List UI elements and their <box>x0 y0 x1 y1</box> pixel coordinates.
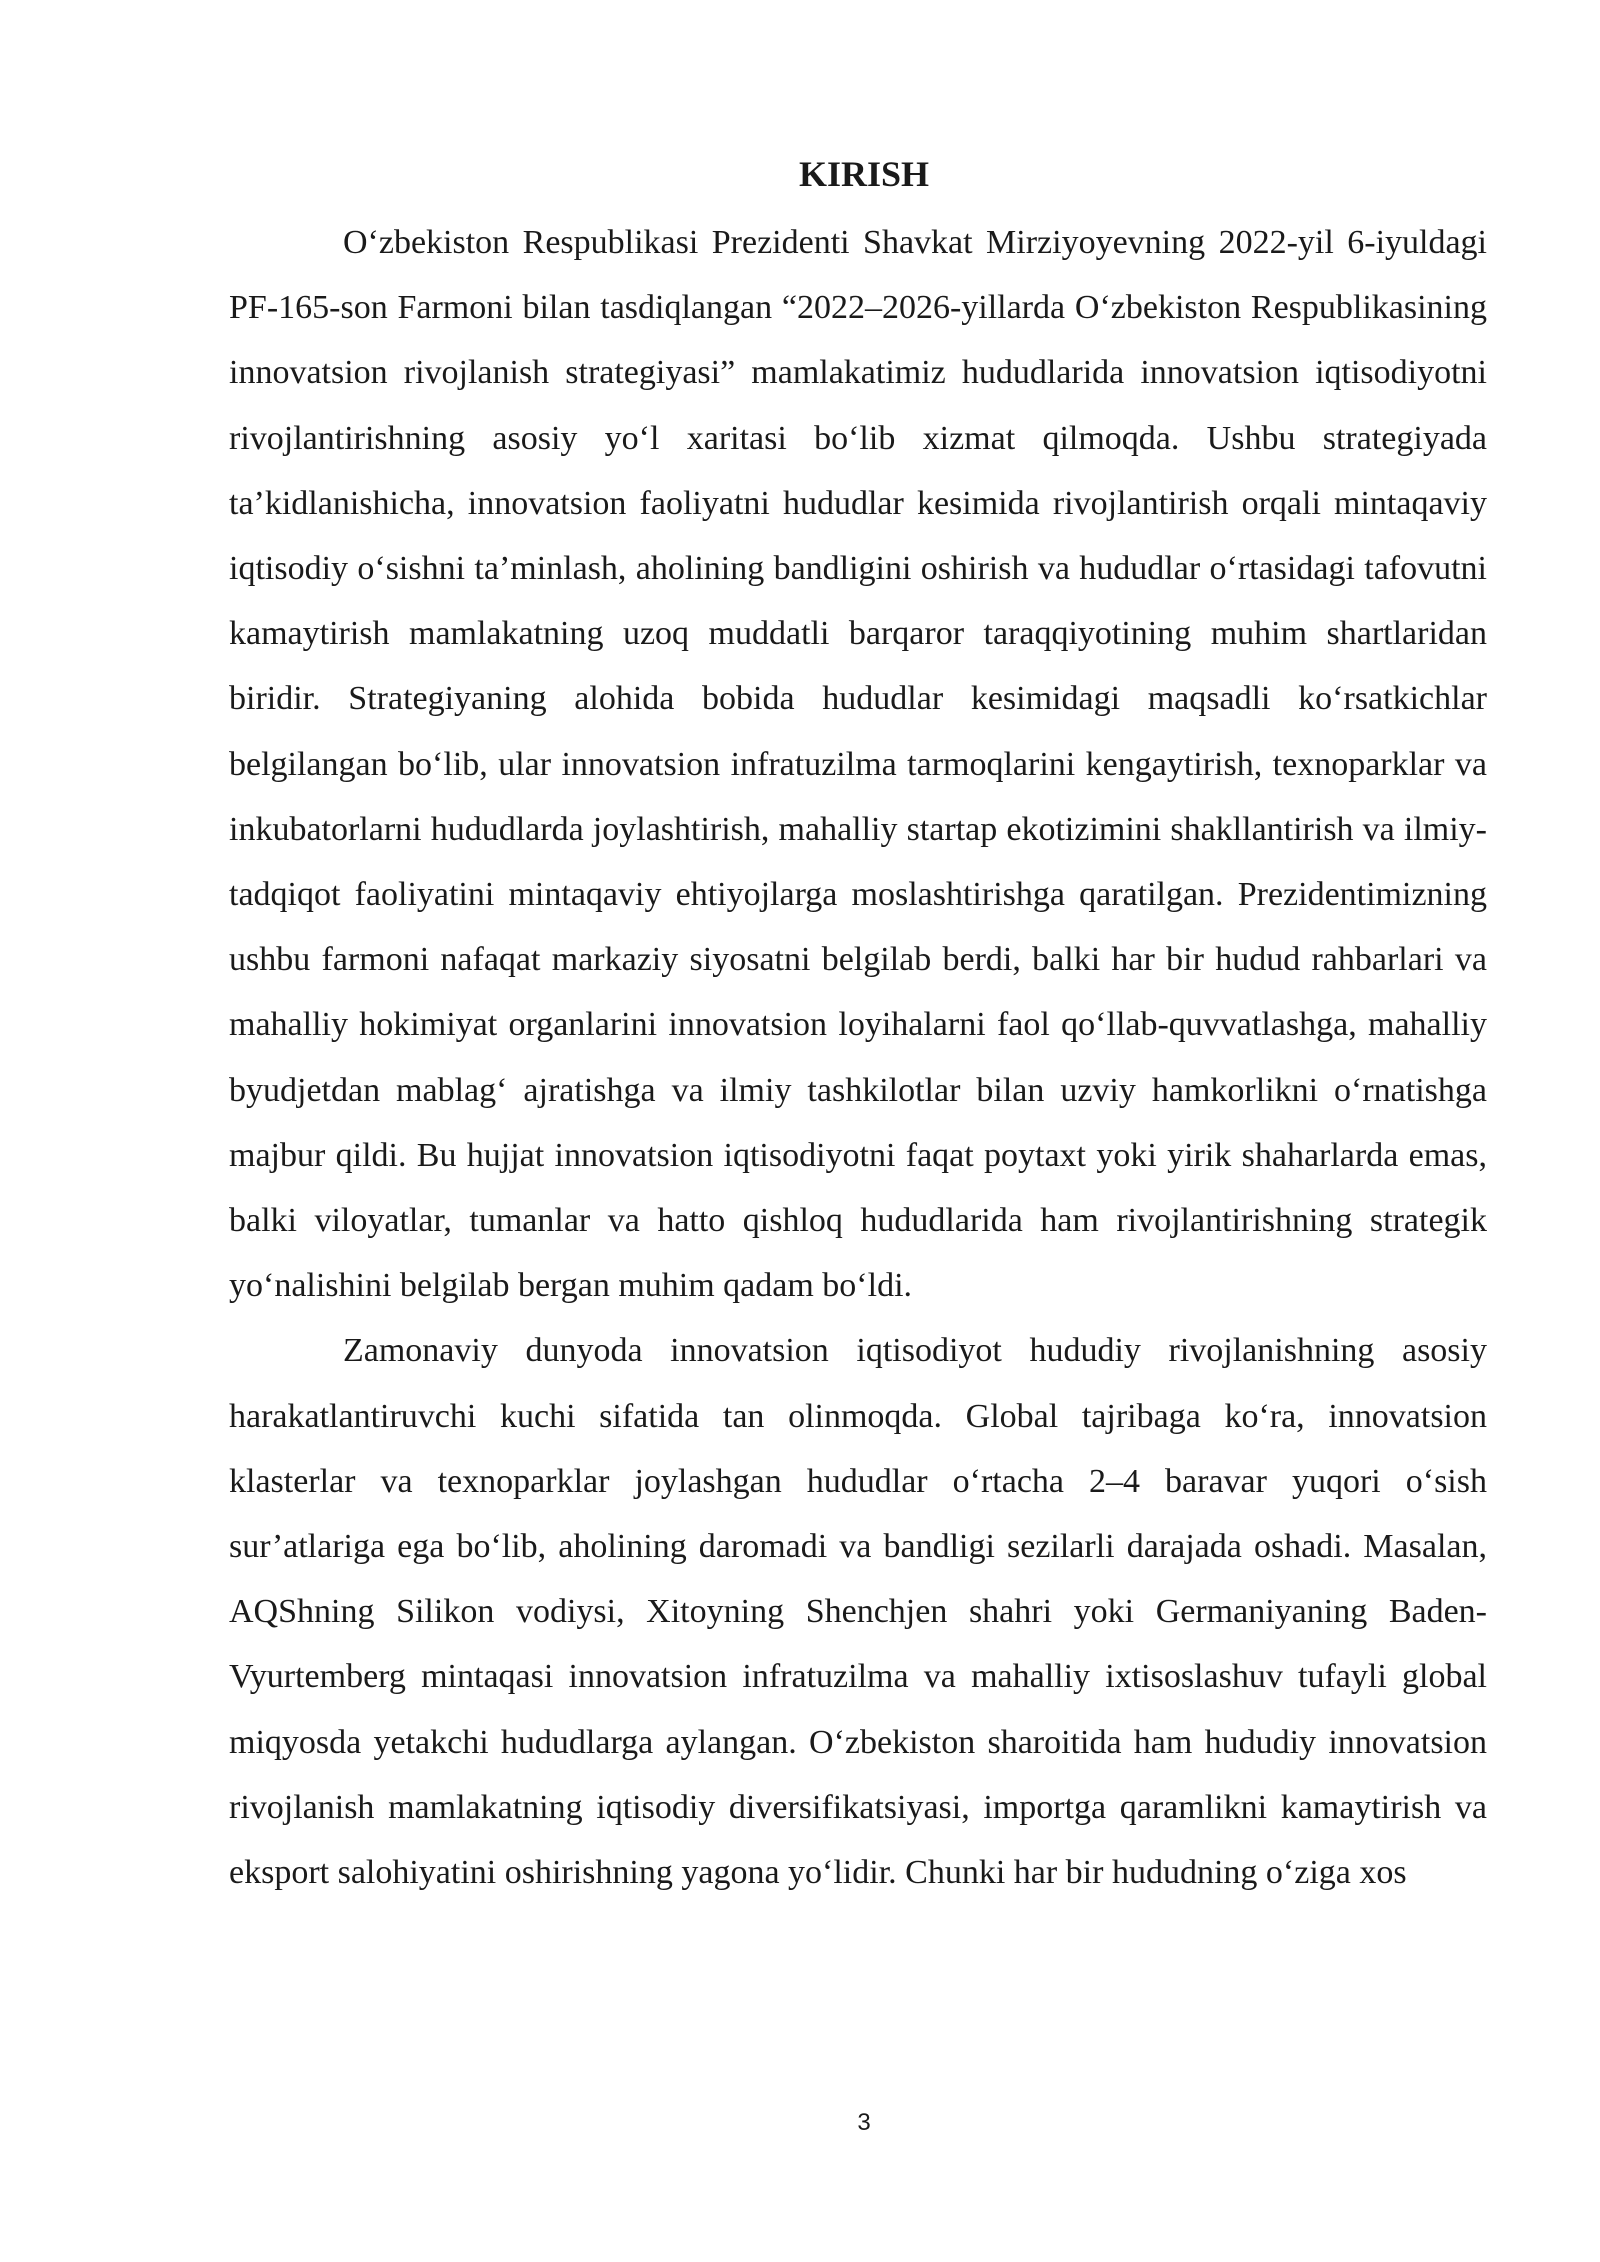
document-title: KIRISH <box>798 154 930 194</box>
paragraph-1: O‘zbekiston Respublikasi Prezidenti Shavkat Mirziyoyevning 2022-yil 6-iyuldagi PF-165-son Farmoni bilan tasdiqlangan “2022–2026-yillarda O‘zbekiston Respublikasining innovatsion rivojlanish strategiyasi” mamlakatimiz hududlarida innovatsion iqtisodiyotni rivojlantirishning asosiy yo‘l xaritasi bo‘lib xizmat qilmoqda. Ushbu strategiyada ta’kidlanishicha, innovatsion faoliyatni hududlar kesimida rivojlantirish orqali mintaqaviy iqtisodiy o‘sishni ta’minlash, aholining bandligini oshirish va hududlar o‘rtasidagi tafovutni kamaytirish mamlakatning uzoq muddatli barqaror taraqqiyotining muhim shartlaridan biridir. Strategiyaning alohida bobida hududlar kesimidagi maqsadli ko‘rsatkichlar belgilangan bo‘lib, ular innovatsion infratuzilma tarmoqlarini kengaytirish, texnoparklar va inkubatorlarni hududlarda joylashtirish, mahalliy startap ekotizimini shakllantirish va ilmiy-tadqiqot faoliyatini mintaqaviy ehtiyojlarga moslashtirishga qaratilgan. Prezidentimizning ushbu farmoni nafaqat markaziy siyosatni belgilab berdi, balki har bir hudud rahbarlari va mahalliy hokimiyat organlarini innovatsion loyihalarni faol qo‘llab-quvvatlashga, mahalliy byudjetdan mablag‘ ajratishga va ilmiy tashkilotlar bilan uzviy hamkorlikni o‘rnatishga majbur qildi. Bu hujjat innovatsion iqtisodiyotni faqat poytaxt yoki yirik shaharlarda emas, balki viloyatlar, tumanlar va hatto qishloq hududlarida ham rivojlantirishning strategik yo‘nalishini belgilab bergan muhim qadam bo‘ldi. <box>229 224 1487 1305</box>
paragraph-2: Zamonaviy dunyoda innovatsion iqtisodiyot hududiy rivojlanishning asosiy harakatlantiruvchi kuchi sifatida tan olinmoqda. Global tajribaga ko‘ra, innovatsion klasterlar va texnoparklar joylashgan hududlar o‘rtacha 2–4 baravar yuqori o‘sish sur’atlariga ega bo‘lib, aholining daromadi va bandligi sezilarli darajada oshadi. Masalan, AQShning Silikon vodiysi, Xitoyning Shenchjen shahri yoki Germaniyaning Baden-Vyurtemberg mintaqasi innovatsion infratuzilma va mahalliy ixtisoslashuv tufayli global miqyosda yetakchi hududlarga aylangan. O‘zbekiston sharoitida ham hududiy innovatsion rivojlanish mamlakatning iqtisodiy diversifikatsiyasi, importga qaramlikni kamaytirish va eksport salohiyatini oshirishning yagona yo‘lidir. Chunki har bir hududning o‘ziga xos <box>229 1332 1487 1892</box>
page-number: 3 <box>857 2109 871 2136</box>
document-body <box>229 210 1487 1905</box>
